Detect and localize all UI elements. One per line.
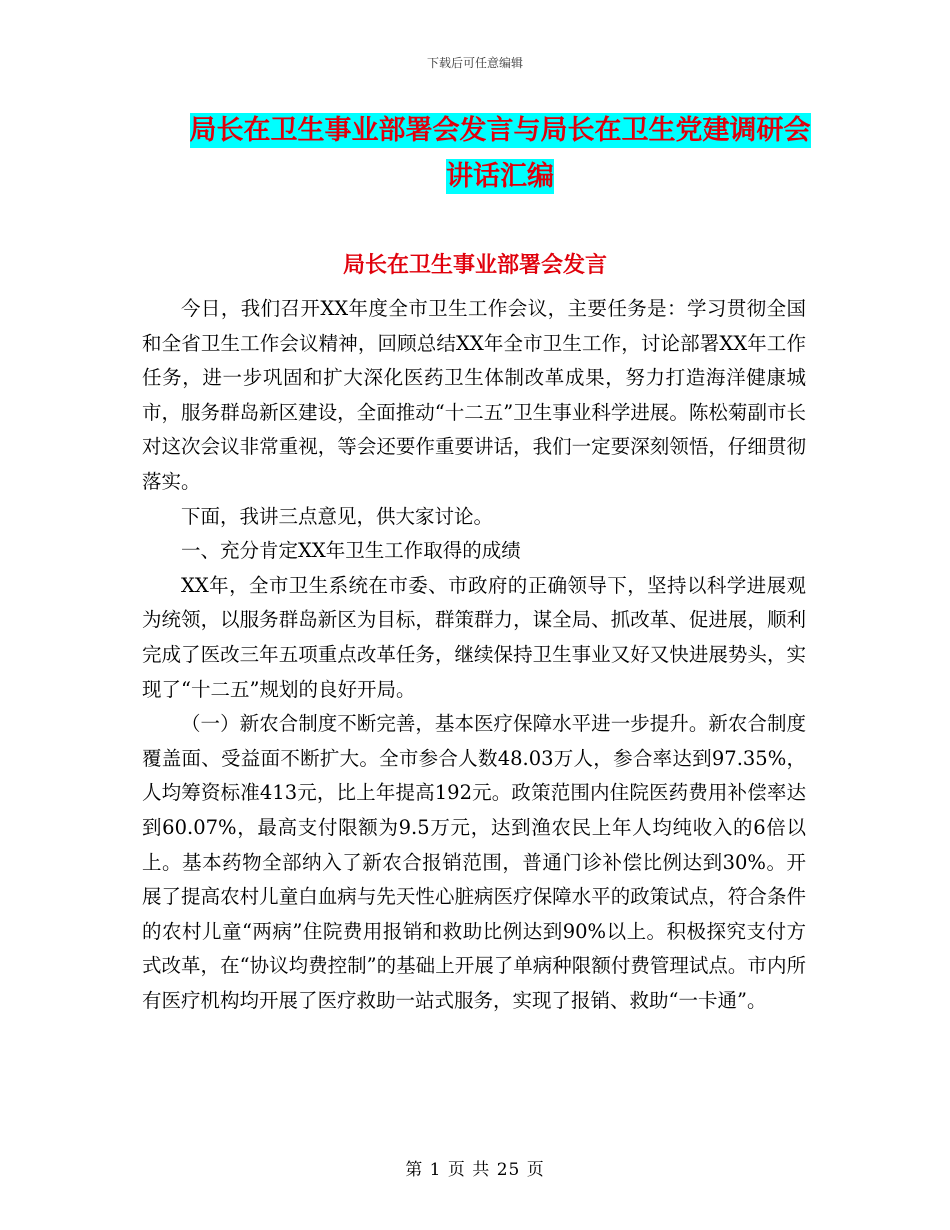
- body-text: [142, 292, 806, 1018]
- title-line-2: 讲话汇编: [446, 161, 554, 192]
- section-title: 局长在卫生事业部署会发言: [342, 253, 607, 278]
- paragraph: 今日，我们召开XX年度全市卫生工作会议，主要任务是：学习贯彻全国和全省卫生工作会议精神，回顾总结XX年全市卫生工作，讨论部署XX年工作任务，进一步巩固和扩大深化医药卫生体制改革成果，努力打造海洋健康城市，服务群岛新区建设，全面推动“十二五”卫生事业科学进展。陈松菊副市长对这次会议非常重视，等会还要作重要讲话，我们一定要深刻领悟，仔细贯彻落实。: [142, 297, 806, 493]
- header-note: 下载后可任意编辑: [426, 56, 523, 70]
- paragraph: 下面，我讲三点意见，供大家讨论。: [181, 504, 494, 528]
- page-number-footer: 第 1 页 共 25 页: [405, 1160, 545, 1180]
- title-line-1: 局长在卫生事业部署会发言与局长在卫生党建调研会: [189, 115, 811, 146]
- paragraph: 一、充分肯定XX年卫生工作取得的成绩: [181, 539, 521, 563]
- document-title: [140, 108, 860, 200]
- paragraph: （一）新农合制度不断完善，基本医疗保障水平进一步提升。新农合制度覆盖面、受益面不断扩大。全市参合人数48.03万人，参合率达到97.35%，人均筹资标准413元，比上年提高192元。政策范围内住院医药费用补偿率达到60.07%，最高支付限额为9.5万元，达到渔农民上年人均纯收入的6倍以上。基本药物全部纳入了新农合报销范围，普通门诊补偿比例达到30%。开展了提高农村儿童白血病与先天性心脏病医疗保障水平的政策试点，符合条件的农村儿童“两病”住院费用报销和救助比例达到90%以上。积极探究支付方式改革，在“协议均费控制”的基础上开展了单病种限额付费管理试点。市内所有医疗机构均开展了医疗救助一站式服务，实现了报销、救助“一卡通”。: [142, 712, 806, 1012]
- paragraph: XX年，全市卫生系统在市委、市政府的正确领导下，坚持以科学进展观为统领，以服务群岛新区为目标，群策群力，谋全局、抓改革、促进展，顺利完成了医改三年五项重点改革任务，继续保持卫生事业又好又快进展势头，实现了“十二五”规划的良好开局。: [142, 573, 806, 701]
